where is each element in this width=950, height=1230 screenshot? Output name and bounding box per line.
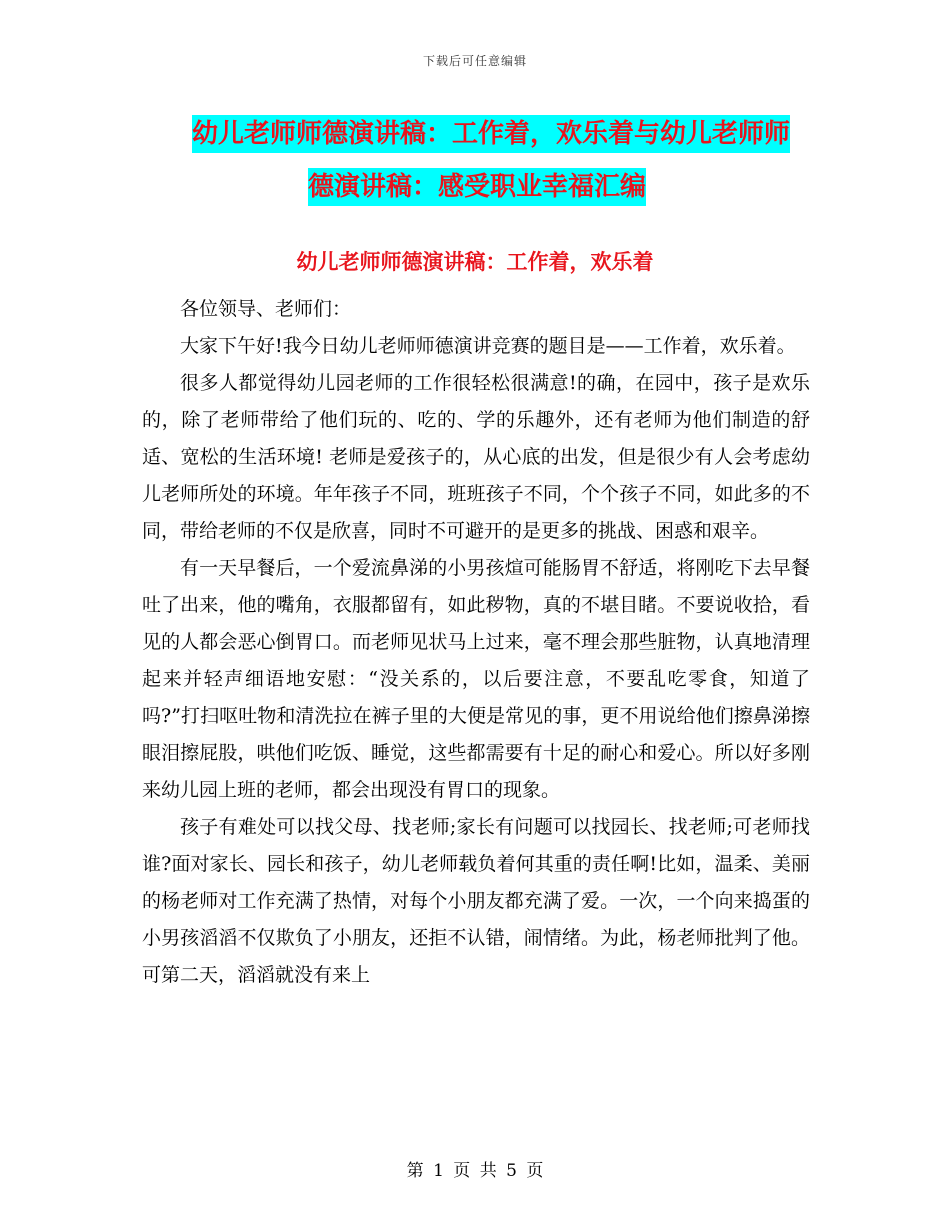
- title-line-1-text: 幼儿老师师德演讲稿：工作着，欢乐着与幼儿老师师: [192, 115, 790, 153]
- paragraph: 孩子有难处可以找父母、找老师;家长有问题可以找园长、找老师;可老师找谁?面对家长、园长和孩子，幼儿老师载负着何其重的责任啊!比如，温柔、美丽的杨老师对工作充满了热情，对每个小朋友都充满了爱。一次，一个向来捣蛋的小男孩滔滔不仅欺负了小朋友，还拒不认错，闹情绪。为此，杨老师批判了他。可第二天，滔滔就没有来上: [142, 816, 810, 986]
- page-header-note: 下载后可任意编辑: [422, 54, 527, 68]
- title-line-2: [140, 161, 820, 214]
- section-title: 幼儿老师师德演讲稿：工作着，欢乐着: [296, 250, 654, 274]
- paragraph-salutation: 各位领导、老师们：: [180, 298, 352, 320]
- title-line-2-text: 德演讲稿：感受职业幸福汇编: [308, 168, 646, 206]
- title-line-1: [140, 108, 820, 161]
- paragraph: 大家下午好!我今日幼儿老师师德演讲竞赛的题目是——工作着，欢乐着。: [180, 335, 796, 357]
- paragraph: 有一天早餐后，一个爱流鼻涕的小男孩煊可能肠胃不舒适，将刚吃下去早餐吐了出来，他的嘴角，衣服都留有，如此秽物，真的不堪目睹。不要说收拾，看见的人都会恶心倒胃口。而老师见状马上过来，毫不理会那些脏物，认真地清理起来并轻声细语地安慰：“没关系的，以后要注意，不要乱吃零食，知道了吗?”打扫呕吐物和清洗拉在裤子里的大便是常见的事，更不用说给他们擦鼻涕擦眼泪擦屁股，哄他们吃饭、睡觉，这些都需要有十足的耐心和爱心。所以好多刚来幼儿园上班的老师，都会出现没有胃口的现象。: [142, 557, 810, 801]
- document-title: [140, 108, 820, 214]
- page-number: 第 1 页 共 5 页: [406, 1161, 544, 1181]
- paragraph: 很多人都觉得幼儿园老师的工作很轻松很满意!的确，在园中，孩子是欢乐的，除了老师带给了他们玩的、吃的、学的乐趣外，还有老师为他们制造的舒适、宽松的生活环境! 老师是爱孩子的，从心底的出发，但是很少有人会考虑幼儿老师所处的环境。年年孩子不同，班班孩子不同，个个孩子不同，如此多的不同，带给老师的不仅是欣喜，同时不可避开的是更多的挑战、困惑和艰辛。: [142, 372, 810, 542]
- body-text: [142, 291, 810, 994]
